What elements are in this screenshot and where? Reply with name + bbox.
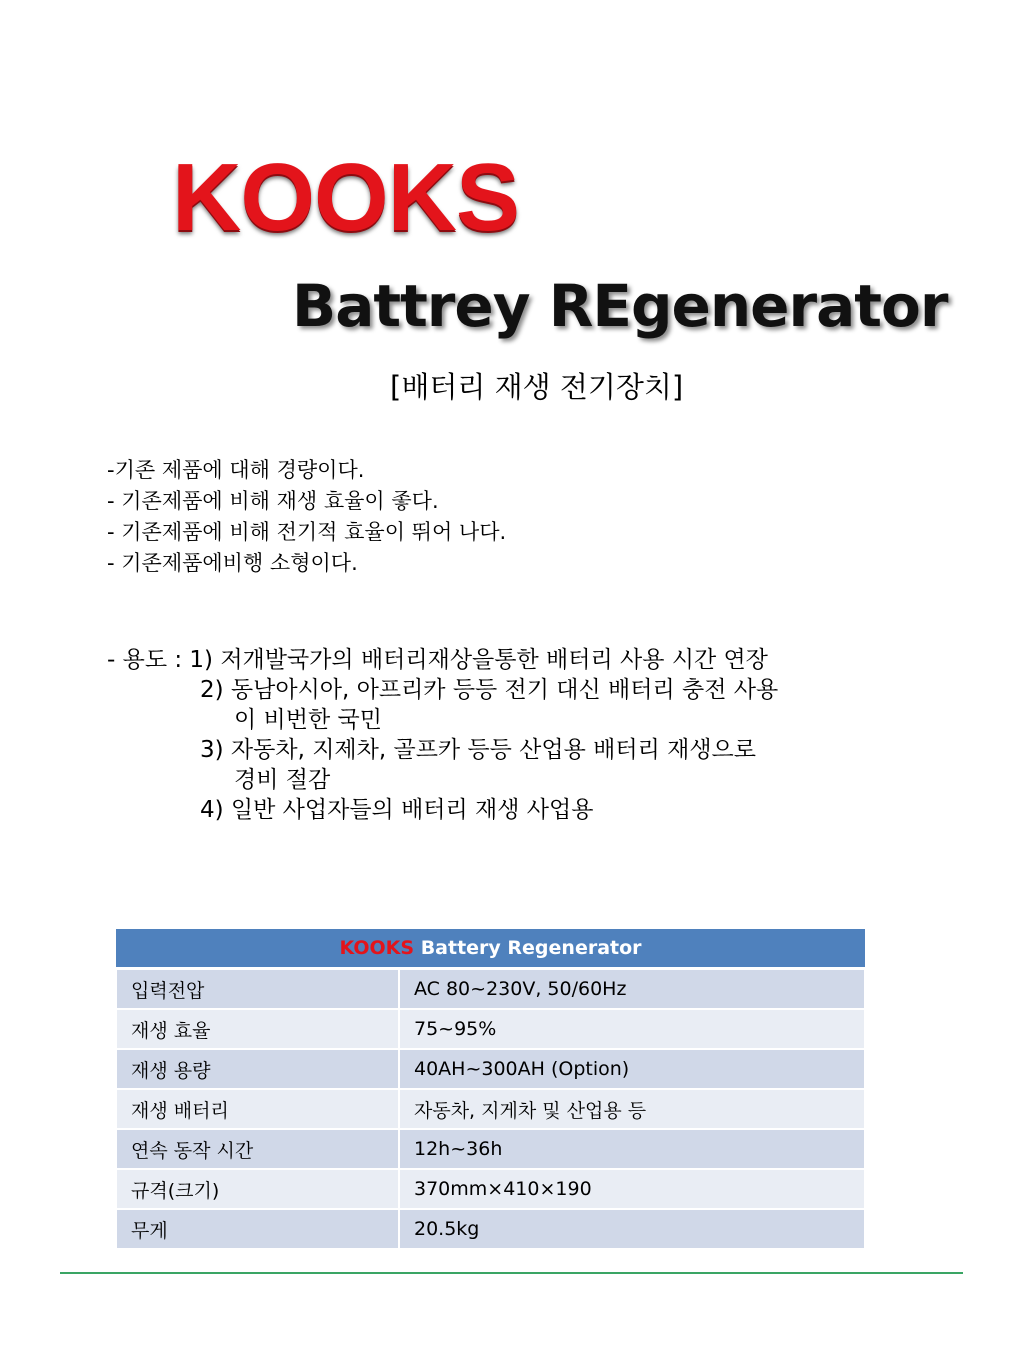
spec-value: 12h~36h xyxy=(399,1129,865,1169)
spec-label: 재생 효율 xyxy=(116,1009,399,1049)
page-title: Battrey REgenerator xyxy=(292,272,948,340)
spec-value: 370mm×410×190 xyxy=(399,1169,865,1209)
footer-divider xyxy=(60,1272,963,1274)
spec-value: 75~95% xyxy=(399,1009,865,1049)
table-row xyxy=(116,1049,865,1089)
spec-label: 규격(크기) xyxy=(116,1169,399,1209)
spec-table-header-brand: KOOKS xyxy=(339,937,415,959)
spec-label: 재생 배터리 xyxy=(116,1089,399,1129)
page-subtitle: [배터리 재생 전기장치] xyxy=(390,370,684,404)
spec-value: AC 80~230V, 50/60Hz xyxy=(399,969,865,1010)
spec-value: 40AH~300AH (Option) xyxy=(399,1049,865,1089)
table-row xyxy=(116,1089,865,1129)
usage-item-continuation: 이 비번한 국민 xyxy=(234,707,382,733)
usage-heading: - 용도 : 1) 저개발국가의 배터리재상을통한 배터리 사용 시간 연장 xyxy=(107,647,768,673)
spec-label: 재생 용량 xyxy=(116,1049,399,1089)
spec-value: 20.5kg xyxy=(399,1209,865,1249)
usage-item: 4) 일반 사업자들의 배터리 재생 사업용 xyxy=(200,797,594,823)
spec-value: 자동차, 지게차 및 산업용 등 xyxy=(399,1089,865,1129)
spec-label: 무게 xyxy=(116,1209,399,1249)
usage-section xyxy=(107,645,778,825)
feature-item: - 기존제품에 비해 전기적 효율이 뛰어 나다. xyxy=(107,520,507,544)
usage-item: 3) 자동차, 지제차, 골프카 등등 산업용 배터리 재생으로 xyxy=(200,737,756,763)
brand-logo: KOOKS xyxy=(172,144,520,251)
spec-table-header-row xyxy=(116,929,865,969)
feature-item: - 기존제품에비행 소형이다. xyxy=(107,551,358,575)
spec-label: 입력전압 xyxy=(116,969,399,1010)
feature-item: - 기존제품에 비해 재생 효율이 좋다. xyxy=(107,489,439,513)
table-row xyxy=(116,1129,865,1169)
spec-table xyxy=(115,929,866,1250)
usage-item: 2) 동남아시아, 아프리카 등등 전기 대신 배터리 충전 사용 xyxy=(200,677,779,703)
spec-label: 연속 동작 시간 xyxy=(116,1129,399,1169)
feature-item: -기존 제품에 대해 경량이다. xyxy=(107,458,365,482)
feature-list xyxy=(107,455,506,579)
table-row xyxy=(116,1009,865,1049)
spec-table-header xyxy=(116,929,865,969)
spec-table-header-text: Battery Regenerator xyxy=(420,937,642,959)
table-row xyxy=(116,1169,865,1209)
table-row xyxy=(116,969,865,1010)
table-row xyxy=(116,1209,865,1249)
usage-item-continuation: 경비 절감 xyxy=(234,767,331,793)
